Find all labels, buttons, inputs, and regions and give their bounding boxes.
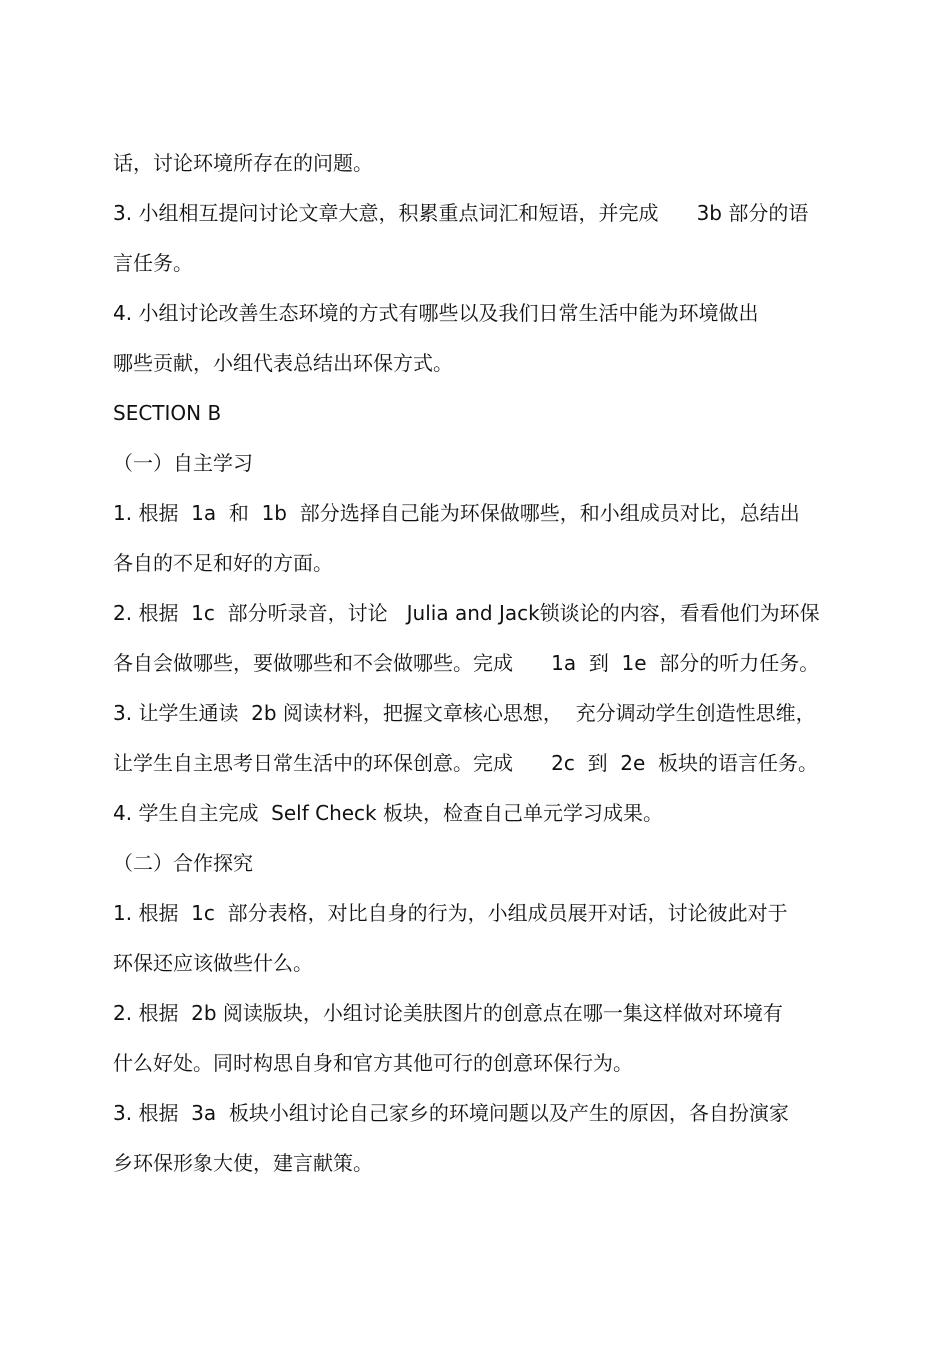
- text-line-16: 1. 根据 1c 部分表格，对比自身的行为，小组成员展开对话，讨论彼此对于: [113, 901, 788, 925]
- text-line-4: 4. 小组讨论改善生态环境的方式有哪些以及我们日常生活中能为环境做出: [113, 301, 759, 325]
- subsection-heading-2: （二）合作探究: [113, 851, 253, 875]
- text-line-8: 1. 根据 1a 和 1b 部分选择自己能为环保做哪些，和小组成员对比，总结出: [113, 501, 800, 525]
- text-line-2: 3. 小组相互提问讨论文章大意，积累重点词汇和短语，并完成 3b 部分的语: [113, 201, 809, 225]
- text-line-21: 乡环保形象大使，建言献策。: [113, 1151, 373, 1175]
- text-line-13: 让学生自主思考日常生活中的环保创意。完成 2c 到 2e 板块的语言任务。: [113, 751, 819, 775]
- text-line-17: 环保还应该做些什么。: [113, 951, 313, 975]
- text-line-11: 各自会做哪些，要做哪些和不会做哪些。完成 1a 到 1e 部分的听力任务。: [113, 651, 820, 675]
- section-heading: SECTION B: [113, 401, 222, 425]
- text-line-12: 3. 让学生通读 2b 阅读材料，把握文章核心思想， 充分调动学生创造性思维，: [113, 701, 816, 725]
- subsection-heading-1: （一）自主学习: [113, 451, 253, 475]
- text-line-3: 言任务。: [113, 251, 193, 275]
- text-line-18: 2. 根据 2b 阅读版块，小组讨论美肤图片的创意点在哪一集这样做对环境有: [113, 1001, 783, 1025]
- text-line-14: 4. 学生自主完成 Self Check 板块，检查自己单元学习成果。: [113, 801, 663, 825]
- text-line-19: 什么好处。同时构思自身和官方其他可行的创意环保行为。: [113, 1051, 633, 1075]
- text-line-9: 各自的不足和好的方面。: [113, 551, 333, 575]
- text-line-20: 3. 根据 3a 板块小组讨论自己家乡的环境问题以及产生的原因，各自扮演家: [113, 1101, 789, 1125]
- text-line-10: 2. 根据 1c 部分听录音，讨论 Julia and Jack锁谈论的内容，看看他们为环保: [113, 601, 820, 625]
- text-line-5: 哪些贡献，小组代表总结出环保方式。: [113, 351, 453, 375]
- text-line-1: 话，讨论环境所存在的问题。: [113, 151, 373, 175]
